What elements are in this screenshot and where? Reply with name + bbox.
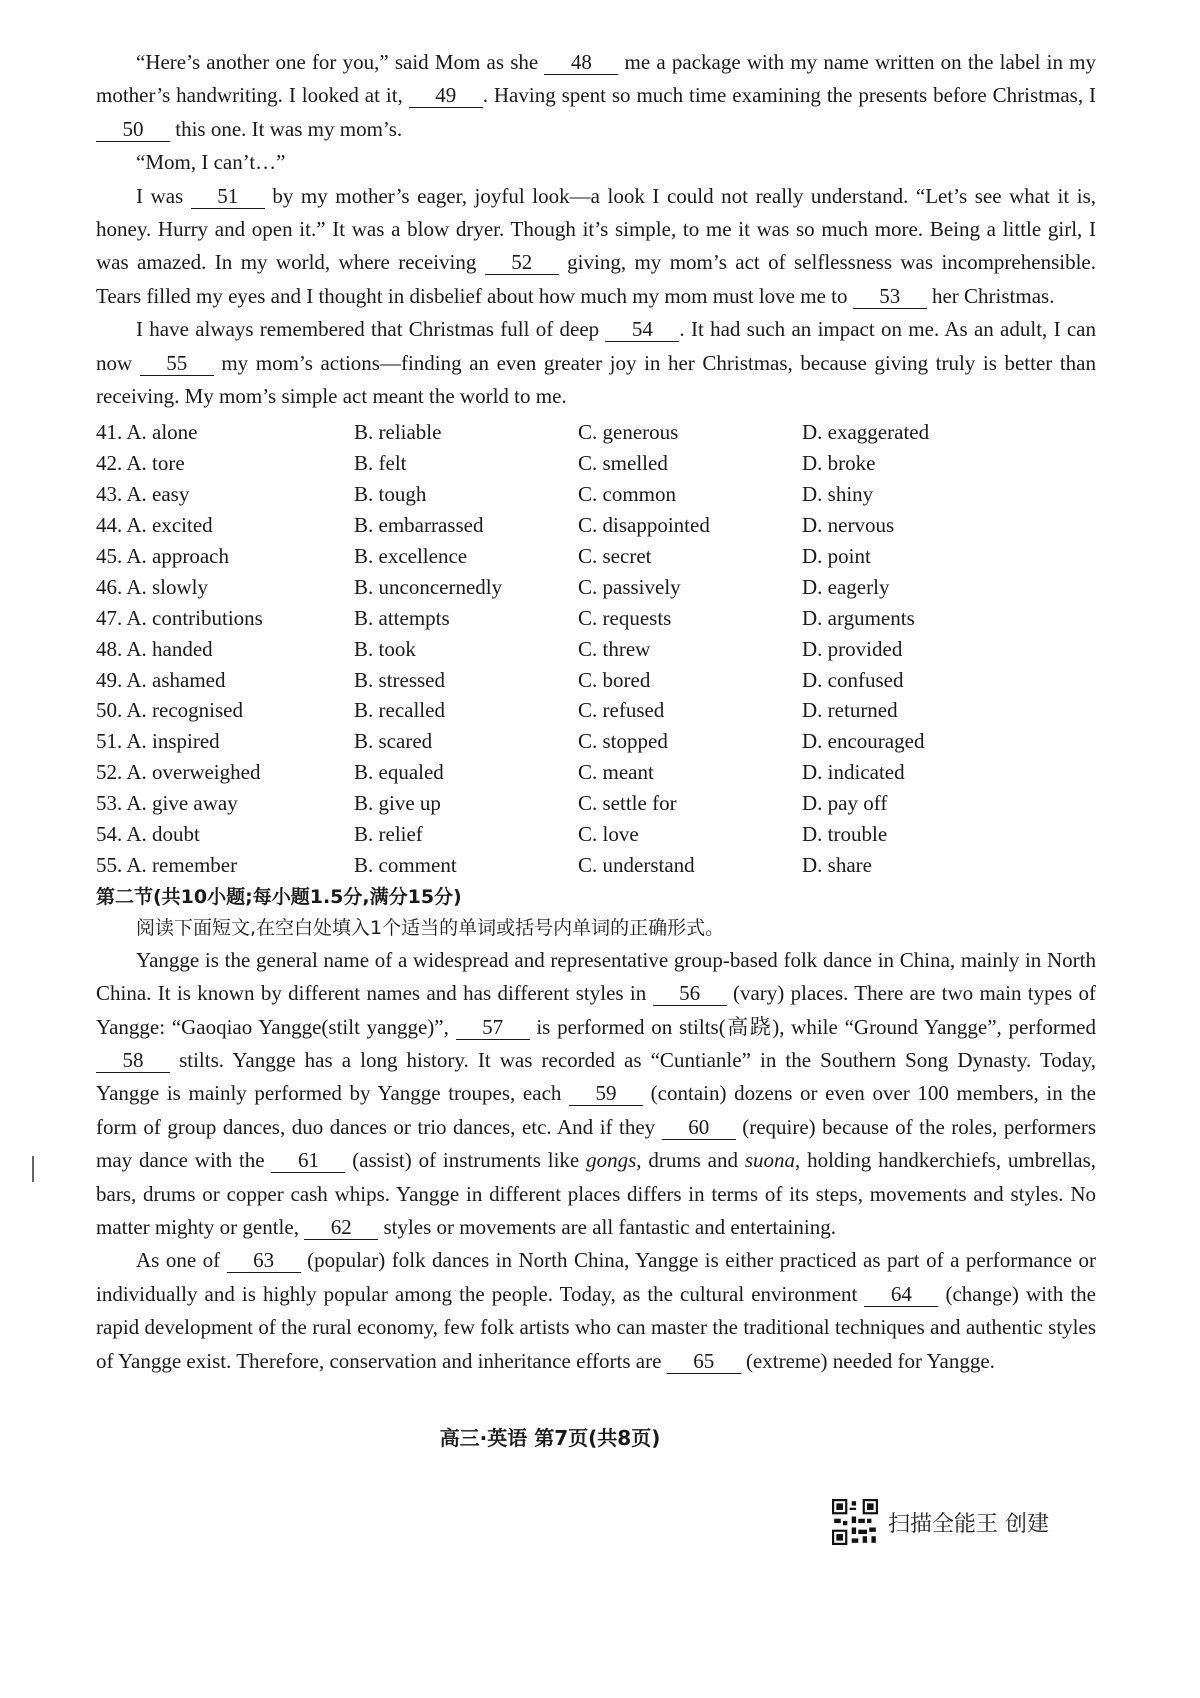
- option-a: 42. A. tore: [96, 451, 185, 476]
- text-segment: giving, my mom’s act of selflessness was incomprehensible. Tears filled my eyes and I thought in disbelief about how much my mom must love me to: [96, 250, 1101, 308]
- option-row: [96, 541, 1096, 572]
- option-c: C. understand: [578, 852, 695, 877]
- text-segment: . It had such an impact on me. As an adult, I can now: [96, 317, 1102, 375]
- text-segment: As one of: [136, 1248, 227, 1273]
- option-b: B. give up: [354, 791, 441, 816]
- option-d: D. shiny: [802, 482, 874, 507]
- option-a: 41. A. alone: [96, 420, 198, 445]
- option-row: [96, 479, 1096, 510]
- italic-term: suona: [744, 1148, 795, 1173]
- text-segment: (assist) of instruments like: [345, 1148, 587, 1173]
- blank-60: 60: [662, 1115, 736, 1140]
- option-a: 44. A. excited: [96, 513, 213, 538]
- text-segment: me a package with my name written on the label in my mother’s handwriting. I looked at it,: [96, 50, 1102, 108]
- blank-59: 59: [569, 1081, 643, 1106]
- blank-57: 57: [456, 1015, 530, 1040]
- blank-53: 53: [853, 284, 927, 309]
- option-a: 54. A. doubt: [96, 822, 200, 847]
- option-d: D. share: [802, 852, 872, 877]
- blank-48: 48: [544, 50, 618, 75]
- option-c: C. bored: [578, 667, 651, 692]
- option-b: B. felt: [354, 451, 407, 476]
- blank-54: 54: [605, 317, 679, 342]
- option-d: D. exaggerated: [802, 420, 930, 445]
- blank-61: 61: [271, 1148, 345, 1173]
- option-c: C. stopped: [578, 729, 668, 754]
- option-d: D. arguments: [802, 605, 915, 630]
- option-c: C. common: [578, 482, 676, 507]
- qr-code-icon: [832, 1499, 878, 1545]
- option-d: D. encouraged: [802, 729, 925, 754]
- blank-58: 58: [96, 1048, 170, 1073]
- option-c: C. smelled: [578, 451, 668, 476]
- option-b: B. tough: [354, 482, 427, 507]
- text-segment: Yangge is the general name of a widespread and representative group-based folk dance in China, mainly in North China. It is known by different names and has different styles in: [96, 947, 1102, 1006]
- blank-51: 51: [191, 184, 265, 209]
- option-d: D. provided: [802, 636, 903, 661]
- text-segment: (contain) dozens or even over 100 members, in the form of group dances, duo dances or trio dances, etc. And if they: [96, 1081, 1102, 1139]
- exam-page: [96, 46, 1102, 1378]
- option-a: 43. A. easy: [96, 482, 190, 507]
- option-b: B. unconcernedly: [354, 574, 503, 599]
- text-segment: , drums and: [636, 1148, 745, 1173]
- option-d: D. trouble: [802, 822, 888, 847]
- blank-50: 50: [96, 117, 170, 142]
- option-d: D. nervous: [802, 513, 895, 538]
- option-row: [96, 757, 1096, 788]
- option-c: C. disappointed: [578, 513, 710, 538]
- cloze-paragraph: [96, 180, 1102, 314]
- text-segment: by my mother’s eager, joyful look—a look I could not really understand. “Let’s see what it is, honey. Hurry and open it.” It was a blow dryer. Though it’s simple, to me it was so much more. Being a little girl, I was amazed. In my world, where receiving: [96, 183, 1102, 275]
- grammar-paragraph: [96, 1244, 1102, 1378]
- blank-63: 63: [227, 1248, 301, 1273]
- option-a: 45. A. approach: [96, 544, 229, 569]
- option-b: B. scared: [354, 729, 433, 754]
- option-d: D. point: [802, 544, 871, 569]
- option-c: C. threw: [578, 636, 651, 661]
- option-row: [96, 819, 1096, 850]
- watermark-text: 扫描全能王 创建: [888, 1511, 1049, 1537]
- text-segment: . Having spent so much time examining the presents before Christmas, I: [482, 83, 1102, 108]
- text-segment: my mom’s actions—finding an even greater joy in her Christmas, because giving truly is better than receiving. My mom’s simple act meant the world to me.: [96, 350, 1102, 409]
- text-segment: I have always remembered that Christmas full of deep: [136, 317, 606, 342]
- blank-56: 56: [653, 981, 727, 1006]
- text-segment: styles or movements are all fantastic and entertaining.: [378, 1215, 836, 1240]
- option-b: B. equaled: [354, 760, 444, 785]
- scanner-watermark: [832, 1498, 1049, 1546]
- option-b: B. stressed: [354, 667, 445, 692]
- passage-cloze: [96, 46, 1102, 413]
- section-title: 第二节(共10小题;每小题1.5分,满分15分): [96, 885, 462, 908]
- text-segment: her Christmas.: [926, 283, 1055, 308]
- option-d: D. pay off: [802, 791, 888, 816]
- text-segment: stilts. Yangge has a long history. It was recorded as “Cuntianle” in the Southern Song Dynasty. Today, Yangge is mainly performed by Yangge troupes, each: [96, 1048, 1101, 1106]
- text-segment: (change) with the rapid development of the rural economy, few folk artists who can master the traditional techniques and authentic styles of Yangge exist. Therefore, conservation and inheritance efforts are: [96, 1281, 1102, 1373]
- text-segment: (extreme) needed for Yangge.: [740, 1348, 995, 1373]
- option-b: B. reliable: [354, 420, 442, 445]
- blank-65: 65: [667, 1349, 741, 1374]
- option-a: 48. A. handed: [96, 636, 213, 661]
- blank-49: 49: [409, 83, 483, 108]
- option-c: C. requests: [578, 605, 672, 630]
- text-segment: , holding handkerchiefs, umbrellas, bars, drums or copper cash whips. Yangge in different places differs in terms of its steps, movements and styles. No matter mighty or gentle,: [96, 1148, 1102, 1240]
- page-footer: 高三·英语 第7页(共8页): [439, 1426, 661, 1450]
- option-b: B. recalled: [354, 698, 445, 723]
- option-c: C. meant: [578, 760, 654, 785]
- option-a: 47. A. contributions: [96, 605, 263, 630]
- italic-term: gongs: [586, 1148, 637, 1173]
- option-c: C. passively: [578, 574, 681, 599]
- blank-52: 52: [485, 250, 559, 275]
- section-instruction: 阅读下面短文,在空白处填入1个适当的单词或括号内单词的正确形式。: [136, 916, 725, 939]
- option-b: B. relief: [354, 822, 423, 847]
- option-row: [96, 695, 1096, 726]
- text-segment: (require) because of the roles, performers may dance with the: [96, 1114, 1102, 1173]
- text-segment: (popular) folk dances in North China, Yangge is either practiced as part of a performance or individually and is highly popular among the people. Today, as the cultural environment: [96, 1248, 1102, 1306]
- option-a: 52. A. overweighed: [96, 760, 261, 785]
- option-c: C. settle for: [578, 791, 677, 816]
- option-d: D. returned: [802, 698, 898, 723]
- text-segment: I was: [136, 183, 191, 208]
- grammar-paragraph: [96, 944, 1102, 1245]
- option-row: [96, 417, 1096, 448]
- option-b: B. embarrassed: [354, 513, 484, 538]
- cloze-paragraph: [96, 313, 1102, 413]
- text-segment: (vary) places. There are two main types of Yangge: “Gaoqiao Yangge(stilt yangge)”,: [96, 981, 1101, 1039]
- options-list: [96, 417, 1096, 880]
- passage-grammar-fill: [96, 944, 1102, 1378]
- option-c: C. love: [578, 822, 639, 847]
- option-a: 53. A. give away: [96, 791, 238, 816]
- cloze-paragraph: [96, 46, 1102, 146]
- text-segment: “Mom, I can’t…”: [136, 150, 286, 175]
- option-b: B. excellence: [354, 544, 468, 569]
- text-segment: this one. It was my mom’s.: [170, 116, 403, 141]
- option-row: [96, 572, 1096, 603]
- option-d: D. eagerly: [802, 574, 890, 599]
- option-row: [96, 850, 1096, 881]
- text-segment: is performed on stilts(高跷), while “Ground Yangge”, performed: [529, 1014, 1102, 1039]
- option-a: 49. A. ashamed: [96, 667, 226, 692]
- option-row: [96, 603, 1096, 634]
- option-row: [96, 510, 1096, 541]
- option-b: B. attempts: [354, 605, 450, 630]
- option-row: [96, 788, 1096, 819]
- option-b: B. comment: [354, 852, 457, 877]
- option-d: D. indicated: [802, 760, 905, 785]
- option-b: B. took: [354, 636, 416, 661]
- cloze-paragraph: [96, 146, 1096, 179]
- option-row: [96, 665, 1096, 696]
- option-a: 51. A. inspired: [96, 729, 220, 754]
- option-row: [96, 726, 1096, 757]
- option-row: [96, 634, 1096, 665]
- option-a: 46. A. slowly: [96, 574, 209, 599]
- option-a: 55. A. remember: [96, 852, 238, 877]
- scan-mark: [32, 1156, 34, 1182]
- blank-62: 62: [304, 1215, 378, 1240]
- blank-64: 64: [864, 1282, 938, 1307]
- blank-55: 55: [140, 351, 214, 376]
- option-c: C. secret: [578, 544, 652, 569]
- option-c: C. refused: [578, 698, 665, 723]
- option-c: C. generous: [578, 420, 679, 445]
- option-a: 50. A. recognised: [96, 698, 243, 723]
- option-row: [96, 448, 1096, 479]
- option-d: D. confused: [802, 667, 904, 692]
- option-d: D. broke: [802, 451, 876, 476]
- text-segment: “Here’s another one for you,” said Mom as she: [136, 50, 545, 74]
